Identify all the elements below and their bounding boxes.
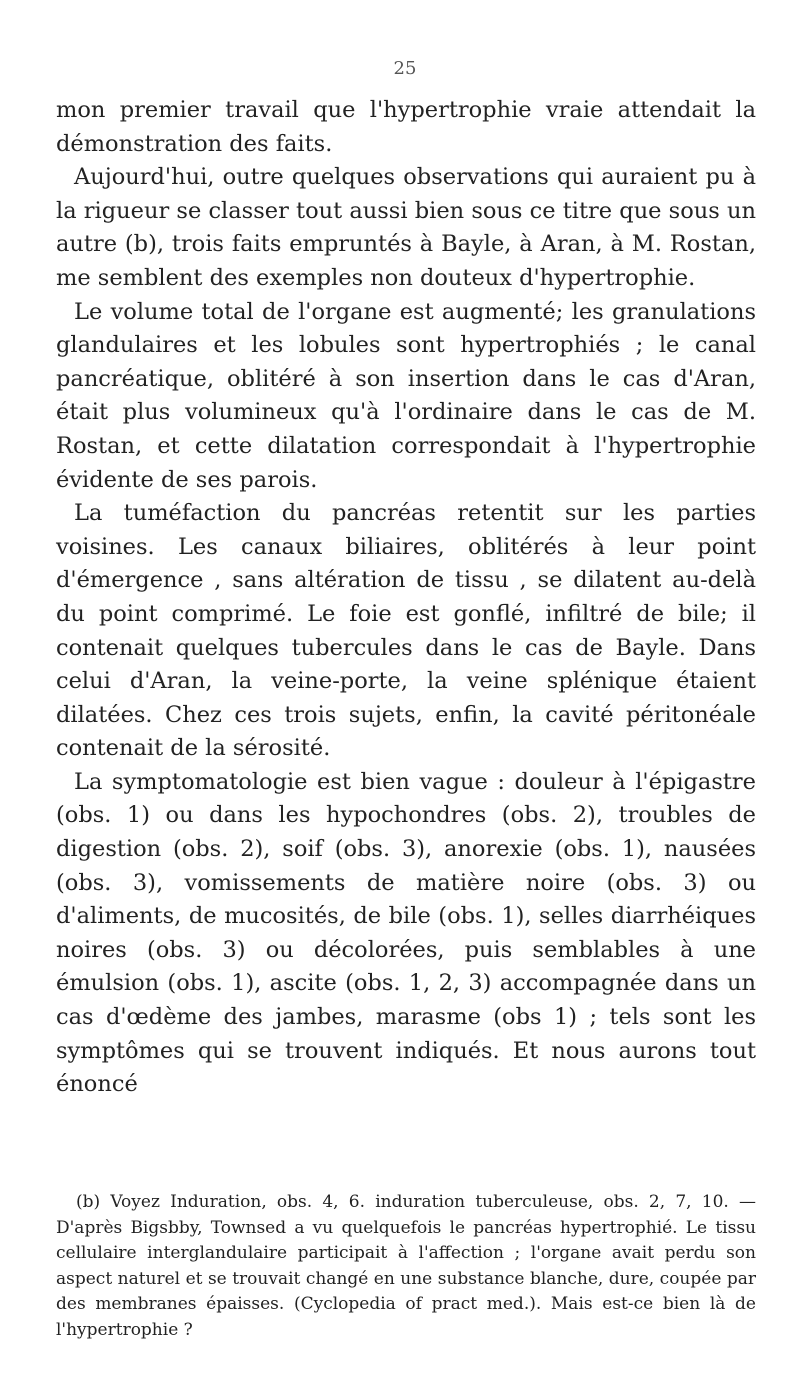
footnote bbox=[56, 1190, 756, 1344]
paragraph: Le volume total de l'organe est augmenté; les granulations glandulaires et les lobules sont hypertrophiés ; le canal pancréatique, oblitéré à son insertion dans le cas d'Aran, était plus volumineux qu'à l'ordinaire dans le cas de M. Rostan, et cette dilatation correspondait à l'hypertrophie évidente de ses parois. bbox=[56, 298, 756, 493]
body-text bbox=[56, 94, 756, 1102]
paragraph: Aujourd'hui, outre quelques observations qui auraient pu à la rigueur se classer tout aussi bien sous ce titre que sous un autre (b), trois faits empruntés à Bayle, à Aran, à M. Rostan, me semblent des exemples non douteux d'hypertrophie. bbox=[56, 164, 756, 291]
paragraph-continuation: mon premier travail que l'hypertrophie vraie attendait la démonstration des faits. bbox=[56, 97, 756, 157]
page-number: 25 bbox=[393, 58, 417, 79]
paragraph: La tuméfaction du pancréas retentit sur les parties voisines. Les canaux biliaires, oblitérés à leur point d'émergence , sans altération de tissu , se dilatent au-delà du point comprimé. Le foie est gonflé, infiltré de bile; il contenait quelques tubercules dans le cas de Bayle. Dans celui d'Aran, la veine-porte, la veine splénique étaient dilatées. Chez ces trois sujets, enfin, la cavité péritonéale contenait de la sérosité. bbox=[56, 500, 756, 762]
paragraph: La symptomatologie est bien vague : douleur à l'épigastre (obs. 1) ou dans les hypochondres (obs. 2), troubles de digestion (obs. 2), soif (obs. 3), anorexie (obs. 1), nausées (obs. 3), vomissements de matière noire (obs. 3) ou d'aliments, de mucosités, de bile (obs. 1), selles diarrhéiques noires (obs. 3) ou décolorées, puis semblables à une émulsion (obs. 1), ascite (obs. 1, 2, 3) accompagnée dans un cas d'œdème des jambes, marasme (obs 1) ; tels sont les symptômes qui se trouvent indiqués. Et nous aurons tout énoncé bbox=[56, 768, 756, 1098]
footnote-text: (b) Voyez Induration, obs. 4, 6. induration tuberculeuse, obs. 2, 7, 10. — D'après Bigsbby, Townsed a vu quelquefois le pancréas hypertrophié. Le tissu cellulaire interglandulaire participait à l'affection ; l'organe avait perdu son aspect naturel et se trouvait changé en une substance blanche, dure, coupée par des membranes épaisses. (Cyclopedia of pract med.). Mais est-ce bien là de l'hypertrophie ? bbox=[56, 1192, 756, 1340]
